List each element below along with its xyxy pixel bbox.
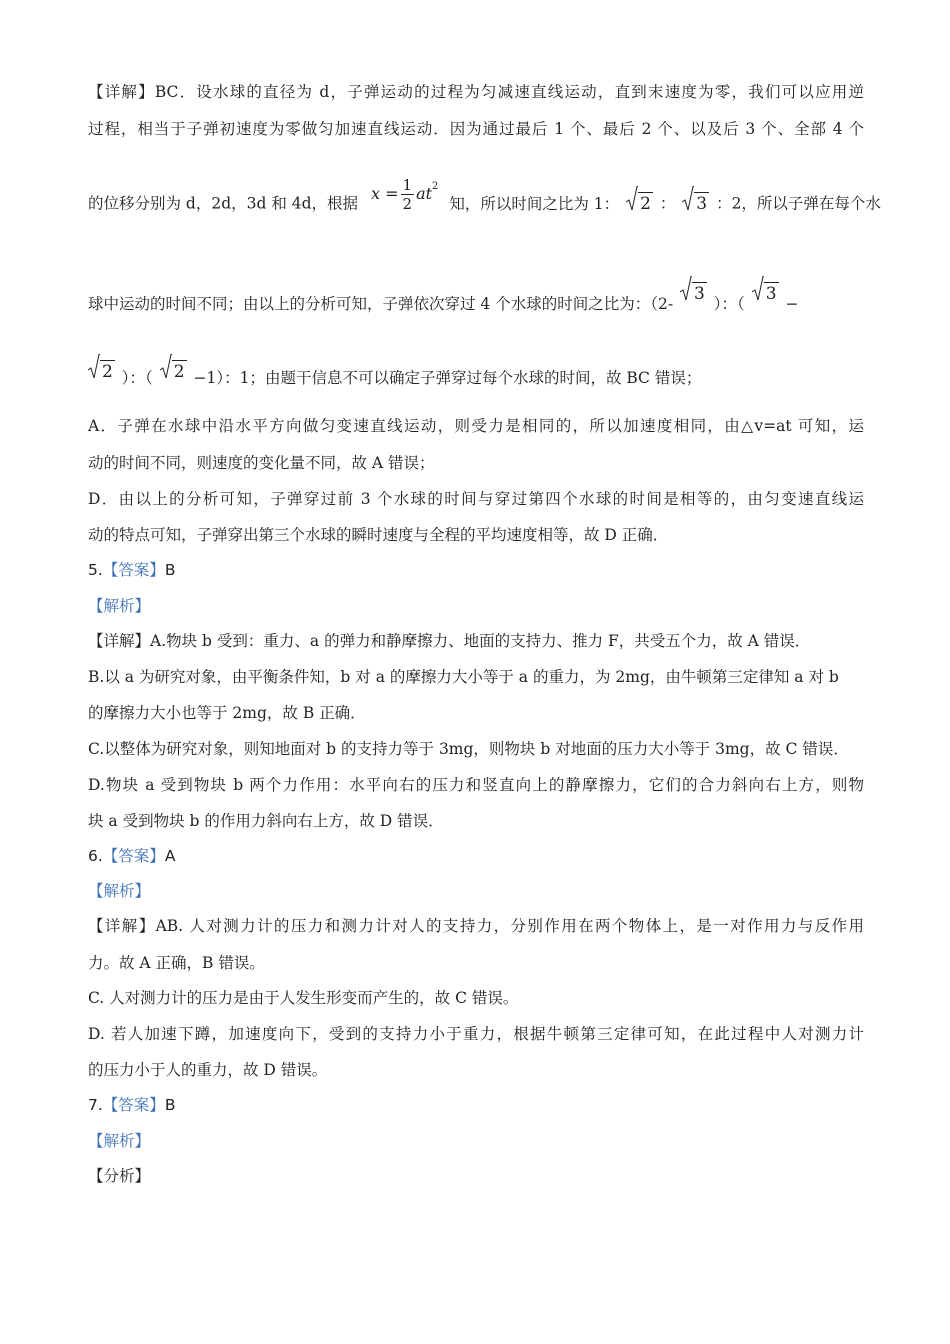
q4-detail-line-2: 过程，相当于子弹初速度为零做匀加速直线运动．因为通过最后 1 个、最后 2 个、以及后 3 个、全部 4 个 xyxy=(88,120,864,138)
sqrt-radicand: 3 xyxy=(696,193,708,214)
sqrt-radicand: 3 xyxy=(765,284,777,304)
sqrt-2-symbol xyxy=(88,360,115,383)
sqrt-3-symbol xyxy=(680,282,707,305)
radical-sign-icon xyxy=(160,354,172,380)
q4-option-a-line-2: 动的时间不同，则速度的变化量不同，故 A 错误； xyxy=(88,454,435,472)
sqrt-2-symbol xyxy=(160,360,187,383)
fraction-denominator: 2 xyxy=(402,195,413,213)
radical-sign-icon xyxy=(626,186,638,212)
q7-answer-value: B xyxy=(164,1096,176,1114)
q4-detail-line-3 xyxy=(88,176,881,223)
q4-text-segment: −1）：1；由题干信息不可以确定子弹穿过每个水球的时间，故 BC 错误； xyxy=(193,369,702,387)
q4-text-segment: 的位移分别为 d，2d，3d 和 4d，根据 xyxy=(88,194,359,213)
q4-text-segment: ：2，所以子弹在每个水 xyxy=(716,194,881,213)
fraction-numerator: 1 xyxy=(402,176,413,194)
q6-answer-label: 【答案】 xyxy=(102,847,165,865)
sqrt-2-symbol xyxy=(626,192,653,215)
formula-fraction xyxy=(401,176,415,213)
q5-detail-line-2: B.以 a 为研究对象，由平衡条件知，b 对 a 的摩擦力大小等于 a 的重力，为 2mg，由牛顿第三定律知 a 对 b xyxy=(88,668,839,686)
q7-answer-line xyxy=(88,1094,864,1116)
q4-text-segment: ）：（ xyxy=(713,295,745,313)
radical-sign-icon xyxy=(752,276,764,302)
q5-answer-value: B xyxy=(164,561,176,579)
q4-minus: − xyxy=(785,295,799,313)
q4-detail-line-1: 【详解】BC．设水球的直径为 d，子弹运动的过程为匀减速直线运动，直到末速度为零，我们可以应用逆 xyxy=(88,83,864,101)
q6-detail-line-4: D. 若人加速下蹲，加速度向下，受到的支持力小于重力，根据牛顿第三定律可知，在此过程中人对测力计 xyxy=(88,1025,864,1043)
q4-detail-line-5 xyxy=(88,362,864,389)
sqrt-radicand: 2 xyxy=(102,362,113,382)
formula-at xyxy=(416,180,439,203)
q5-analysis-label: 【解析】 xyxy=(88,597,151,615)
q5-detail-line-4: C.以整体为研究对象，则知地面对 b 的支持力等于 3mg，则物块 b 对地面的压力大小等于 3mg，故 C 错误． xyxy=(88,740,849,758)
q7-analysis-label: 【解析】 xyxy=(88,1132,151,1150)
formula-x-label: x = xyxy=(371,183,399,203)
q4-text-segment: 球中运动的时间不同；由以上的分析可知，子弹依次穿过 4 个水球的时间之比为：（2- xyxy=(88,295,674,313)
sqrt-radicand: 3 xyxy=(694,284,705,304)
q6-answer-value: A xyxy=(164,847,176,865)
q5-detail-line-3: 的摩擦力大小也等于 2mg，故 B 正确． xyxy=(88,704,366,722)
q4-option-d-line-1: D．由以上的分析可知，子弹穿过前 3 个水球的时间与穿过第四个水球的时间是相等的，由匀变速直线运 xyxy=(88,490,864,508)
q4-colon: ： xyxy=(659,194,676,213)
q4-text-segment: 知，所以时间之比为 1： xyxy=(449,194,620,213)
q7-fenxi-label: 【分析】 xyxy=(88,1167,151,1185)
q4-text-segment: ）：（ xyxy=(121,369,153,387)
q5-answer-label: 【答案】 xyxy=(102,561,165,579)
formula-x xyxy=(371,185,399,203)
q6-detail-line-1: 【详解】AB. 人对测力计的压力和测力计对人的支持力，分别作用在两个物体上，是一对作用力与反作用 xyxy=(88,917,864,935)
q6-answer-line xyxy=(88,845,864,867)
q4-option-d-line-2: 动的特点可知，子弹穿出第三个水球的瞬时速度与全程的平均速度相等，故 D 正确． xyxy=(88,526,669,544)
q7-answer-label: 【答案】 xyxy=(102,1096,165,1114)
q4-option-a-line-1: A．子弹在水球中沿水平方向做匀变速直线运动，则受力是相同的，所以加速度相同，由△v=at 可知，运 xyxy=(88,417,864,435)
q7-number: 7. xyxy=(88,1096,103,1114)
sqrt-radicand: 2 xyxy=(173,362,185,382)
q5-answer-line xyxy=(88,559,864,581)
q6-detail-line-2: 力。故 A 正确，B 错误。 xyxy=(88,954,265,972)
radical-sign-icon xyxy=(680,276,692,302)
q6-detail-line-5: 的压力小于人的重力，故 D 错误。 xyxy=(88,1061,328,1079)
q6-detail-line-3: C. 人对测力计的压力是由于人发生形变而产生的，故 C 错误。 xyxy=(88,989,519,1007)
q4-detail-line-4 xyxy=(88,284,864,315)
formula-superscript: 2 xyxy=(432,180,439,192)
sqrt-3-symbol xyxy=(752,282,779,305)
q5-detail-line-6: 块 a 受到物块 b 的作用力斜向右上方，故 D 错误． xyxy=(88,812,444,830)
q5-detail-line-1: 【详解】A.物块 b 受到：重力、a 的弹力和静摩擦力、地面的支持力、推力 F，共受五个力，故 A 错误． xyxy=(88,632,811,650)
q5-number: 5. xyxy=(88,561,103,579)
radical-sign-icon xyxy=(682,186,694,212)
formula-at-label: at xyxy=(416,183,433,203)
sqrt-3-symbol xyxy=(682,192,709,215)
q6-analysis-label: 【解析】 xyxy=(88,882,151,900)
radical-sign-icon xyxy=(88,354,100,380)
q5-detail-line-5: D.物块 a 受到物块 b 两个力作用：水平向右的压力和竖直向上的静摩擦力，它们的合力斜向右上方，则物 xyxy=(88,776,864,794)
sqrt-radicand: 2 xyxy=(640,193,651,214)
q6-number: 6. xyxy=(88,847,103,865)
